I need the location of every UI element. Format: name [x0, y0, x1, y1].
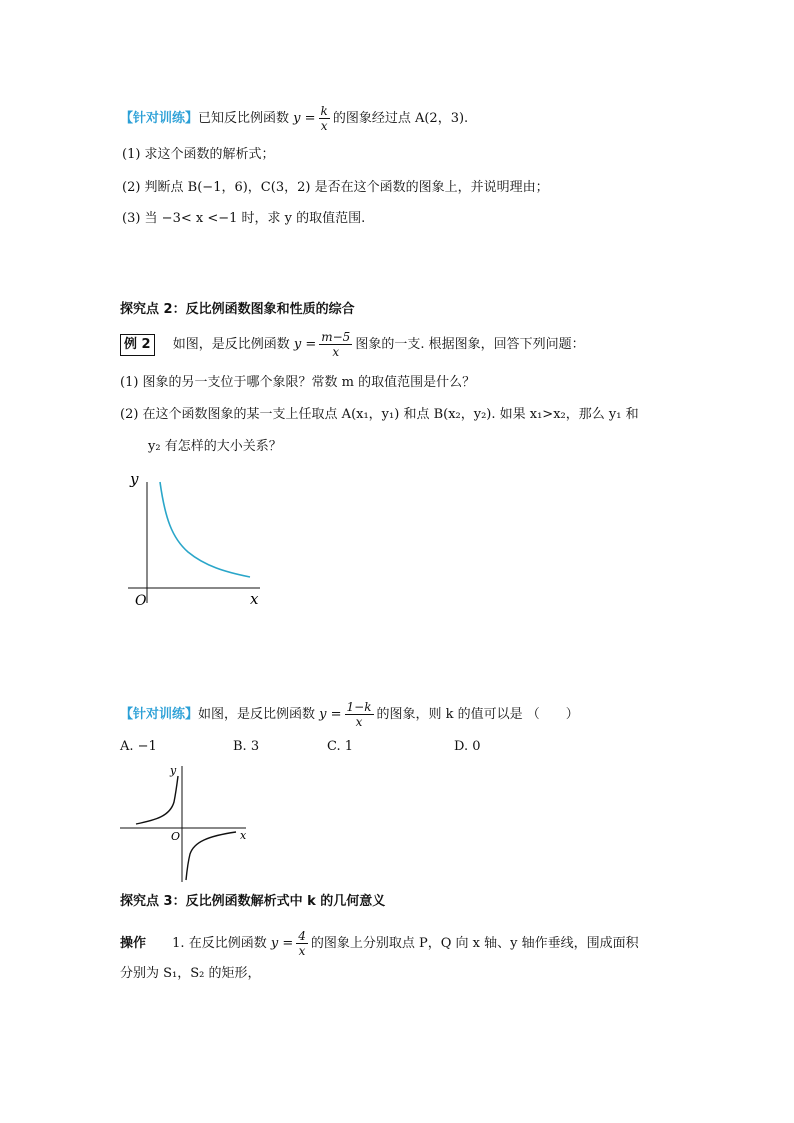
ex2-intro-line [120, 700, 579, 729]
example2-intro-line [120, 330, 585, 359]
ex1-question-1: (1) 求这个函数的解析式； [122, 147, 275, 162]
ex1-intro-line [120, 104, 468, 133]
ex2-y-label: y [170, 764, 177, 777]
section3-op-label: 操作 [120, 936, 147, 951]
ex1-fraction [319, 104, 330, 133]
ex2-frac-num: 1−k [346, 700, 372, 714]
ex2-graph [118, 762, 253, 887]
section3-line-1 [120, 929, 639, 958]
ex1-tag: 【针对训练】 [120, 111, 199, 126]
ex1-fn-lhs: y = [293, 111, 316, 126]
section3-fraction [296, 929, 308, 958]
ex2-intro: 如图，是反比例函数 [198, 707, 316, 722]
ex1-question-2: (2) 判断点 B(−1，6)，C(3，2) 是否在这个函数的图象上，并说明理由； [122, 180, 549, 195]
example2-fraction [319, 330, 352, 359]
example2-label: 例 2 [120, 334, 155, 356]
ex2-tag: 【针对训练】 [120, 707, 199, 722]
example2-curve [160, 482, 250, 577]
example2-frac-den: x [332, 345, 340, 359]
example2-graph [120, 468, 270, 608]
section3-fn-lhs: y = [270, 936, 294, 951]
ex2-option-d: D. 0 [454, 739, 481, 754]
section2-title: 探究点 2：反比例函数图象和性质的综合 [120, 302, 355, 317]
ex1-frac-num: k [320, 104, 328, 118]
example2-x-label: x [250, 590, 259, 608]
ex2-option-c: C. 1 [327, 739, 354, 754]
example2-intro-end: 图象的一支. 根据图象，回答下列问题： [355, 337, 585, 352]
ex2-curve-branch-2 [136, 776, 178, 824]
ex1-intro: 已知反比例函数 [198, 111, 290, 126]
ex2-fn-lhs: y = [319, 707, 342, 722]
example2-frac-num: m−5 [321, 330, 351, 344]
example2-y-label: y [130, 470, 139, 488]
section3-title: 探究点 3：反比例函数解析式中 k 的几何意义 [120, 894, 386, 909]
ex2-option-b: B. 3 [233, 739, 260, 754]
ex1-intro-end: 的图象经过点 A(2，3). [332, 111, 469, 126]
ex2-curve-branch-4 [186, 832, 236, 880]
section3-line-2: 分别为 S₁，S₂ 的矩形， [120, 966, 261, 981]
ex2-origin-label: O [171, 830, 181, 843]
ex1-frac-den: x [320, 119, 328, 133]
example2-origin-label: O [135, 593, 147, 608]
ex2-x-label: x [240, 829, 247, 842]
example2-question-2: (2) 在这个函数图象的某一支上任取点 A(x₁，y₁) 和点 B(x₂，y₂). 如果 x₁>x₂，那么 y₁ 和 [120, 407, 639, 422]
ex2-fraction [345, 700, 374, 729]
example2-question-2-cont: y₂ 有怎样的大小关系？ [148, 439, 282, 454]
section3-line1-b: 的图象上分别取点 P，Q 向 x 轴、y 轴作垂线，围成面积 [310, 936, 639, 951]
ex2-frac-den: x [355, 715, 363, 729]
ex2-option-a: A. −1 [120, 739, 157, 754]
ex1-question-3: (3) 当 −3< x <−1 时，求 y 的取值范围. [122, 211, 366, 226]
example2-fn-lhs: y = [293, 337, 317, 352]
example2-intro: 如图，是反比例函数 [172, 337, 290, 352]
section3-frac-num: 4 [298, 929, 306, 943]
example2-question-1: (1) 图象的另一支位于哪个象限？常数 m 的取值范围是什么？ [120, 375, 476, 390]
section3-line1-a: 1. 在反比例函数 [172, 936, 267, 951]
ex2-intro-end: 的图象，则 k 的值可以是 （ ） [376, 707, 579, 722]
section3-frac-den: x [298, 944, 306, 958]
